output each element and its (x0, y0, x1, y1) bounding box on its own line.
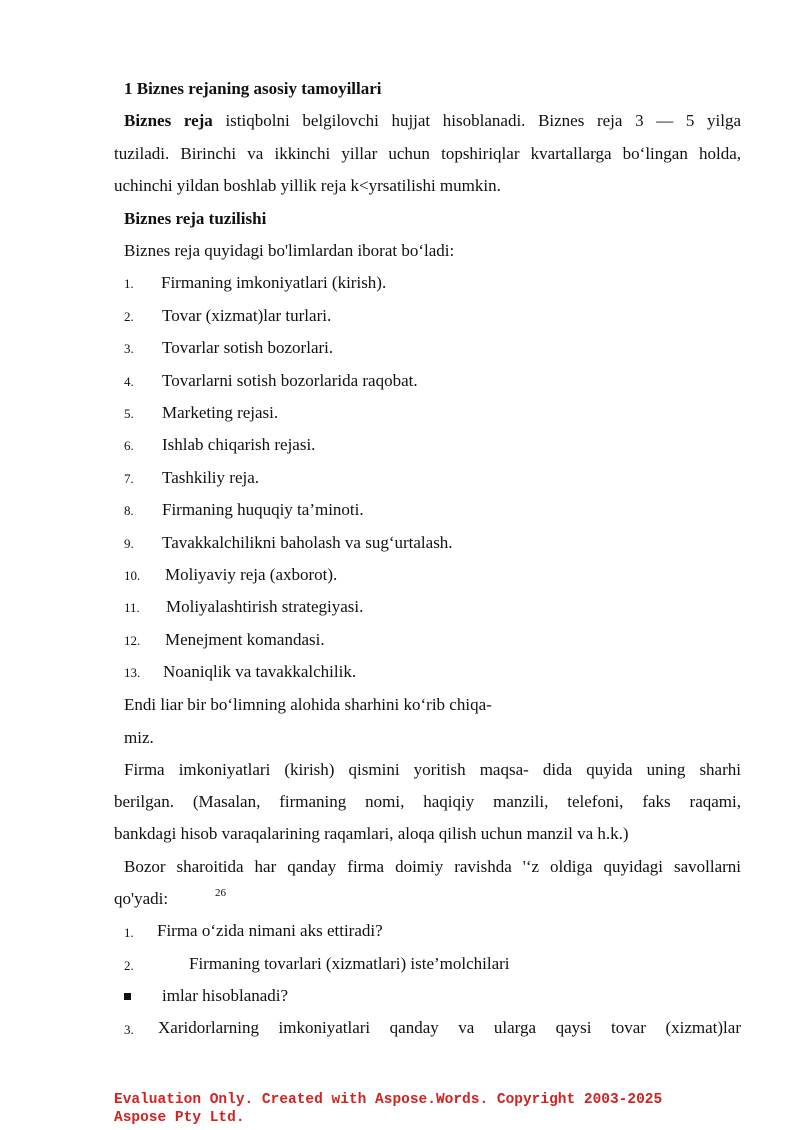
evaluation-watermark-line1: Evaluation Only. Created with Aspose.Words. Copyright 2003-2025 (114, 1092, 663, 1108)
list-text: Tavakkalchilikni baholash va sug‘urtalash. (162, 533, 453, 552)
list-number: 11. (124, 600, 140, 615)
square-bullet-icon (124, 993, 131, 1000)
list-number: 3. (124, 341, 134, 356)
question-number: 2. (124, 958, 134, 973)
para1-line1 (124, 110, 741, 132)
evaluation-watermark-line2: Aspose Pty Ltd. (114, 1110, 245, 1126)
para2-line2: miz. (124, 728, 154, 747)
para3-line2: berilgan. (Masalan, firmaning nomi, haqiqiy manzili, telefoni, faks raqami, (114, 792, 741, 811)
section-heading: 1 Biznes rejaning asosiy tamoyillari (124, 79, 382, 98)
list-text: Firmaning huquqiy ta’minoti. (162, 500, 364, 519)
para3-line1: Firma imkoniyatlari (kirish) qismini yoritish maqsa- dida quyida uning sharhi (124, 760, 741, 779)
intro-text: Biznes reja quyidagi bo'limlardan iborat bo‘ladi: (124, 241, 455, 260)
para1-line2: tuziladi. Birinchi va ikkinchi yillar uchun topshiriqlar kvartallarga bo‘lingan holda, (114, 144, 741, 163)
question-text: Firmaning tovarlari (xizmatlari) iste’molchilari (189, 954, 510, 973)
list-number: 4. (124, 374, 134, 389)
list-text: Tovarlarni sotish bozorlarida raqobat. (162, 371, 418, 390)
subheading: Biznes reja tuzilishi (124, 209, 267, 228)
list-number: 9. (124, 536, 134, 551)
list-text: Firmaning imkoniyatlari (kirish). (161, 273, 387, 292)
list-text: Noaniqlik va tavakkalchilik. (163, 662, 357, 681)
para3-line3: bankdagi hisob varaqalarining raqamlari, aloqa qilish uchun manzil va h.k.) (114, 824, 629, 843)
list-text: Tashkiliy reja. (162, 468, 260, 487)
para1-line3: uchinchi yildan boshlab yillik reja k<yrsatilishi mumkin. (114, 176, 501, 195)
para1-line1-rest: istiqbolni belgilovchi hujjat hisoblanadi. Biznes reja 3 — 5 yilga (212, 111, 741, 130)
list-text: Tovar (xizmat)lar turlari. (162, 306, 332, 325)
list-text: Tovarlar sotish bozorlari. (162, 338, 334, 357)
para2-line1: Endi liar bir bo‘limning alohida sharhini ko‘rib chiqa- (124, 695, 492, 714)
list-number: 2. (124, 309, 134, 324)
footnote-mark: 26 (215, 887, 226, 899)
question-text: Firma o‘zida nimani aks ettiradi? (157, 921, 383, 940)
question-number: 3. (124, 1022, 134, 1037)
para1-bold-lead: Biznes reja (124, 111, 213, 130)
list-number: 5. (124, 406, 134, 421)
question-number: 1. (124, 925, 134, 940)
list-number: 1. (124, 276, 134, 291)
list-number: 6. (124, 438, 134, 453)
list-text: Menejment komandasi. (165, 630, 325, 649)
question-continuation: imlar hisoblanadi? (162, 986, 289, 1005)
list-text: Marketing rejasi. (162, 403, 279, 422)
list-number: 8. (124, 503, 134, 518)
question-text: Xaridorlarning imkoniyatlari qanday va ularga qaysi tovar (xizmat)lar (158, 1018, 741, 1037)
para4-line2: qo'yadi: (114, 889, 169, 908)
list-text: Moliyaviy reja (axborot). (165, 565, 338, 584)
list-text: Ishlab chiqarish rejasi. (162, 435, 316, 454)
list-number: 7. (124, 471, 134, 486)
para4-line1: Bozor sharoitida har qanday firma doimiy ravishda '‘z oldiga quyidagi savollarni (124, 857, 741, 876)
list-number: 10. (124, 568, 141, 583)
list-number: 13. (124, 665, 141, 680)
list-text: Moliyalashtirish strategiyasi. (166, 597, 364, 616)
list-number: 12. (124, 633, 141, 648)
